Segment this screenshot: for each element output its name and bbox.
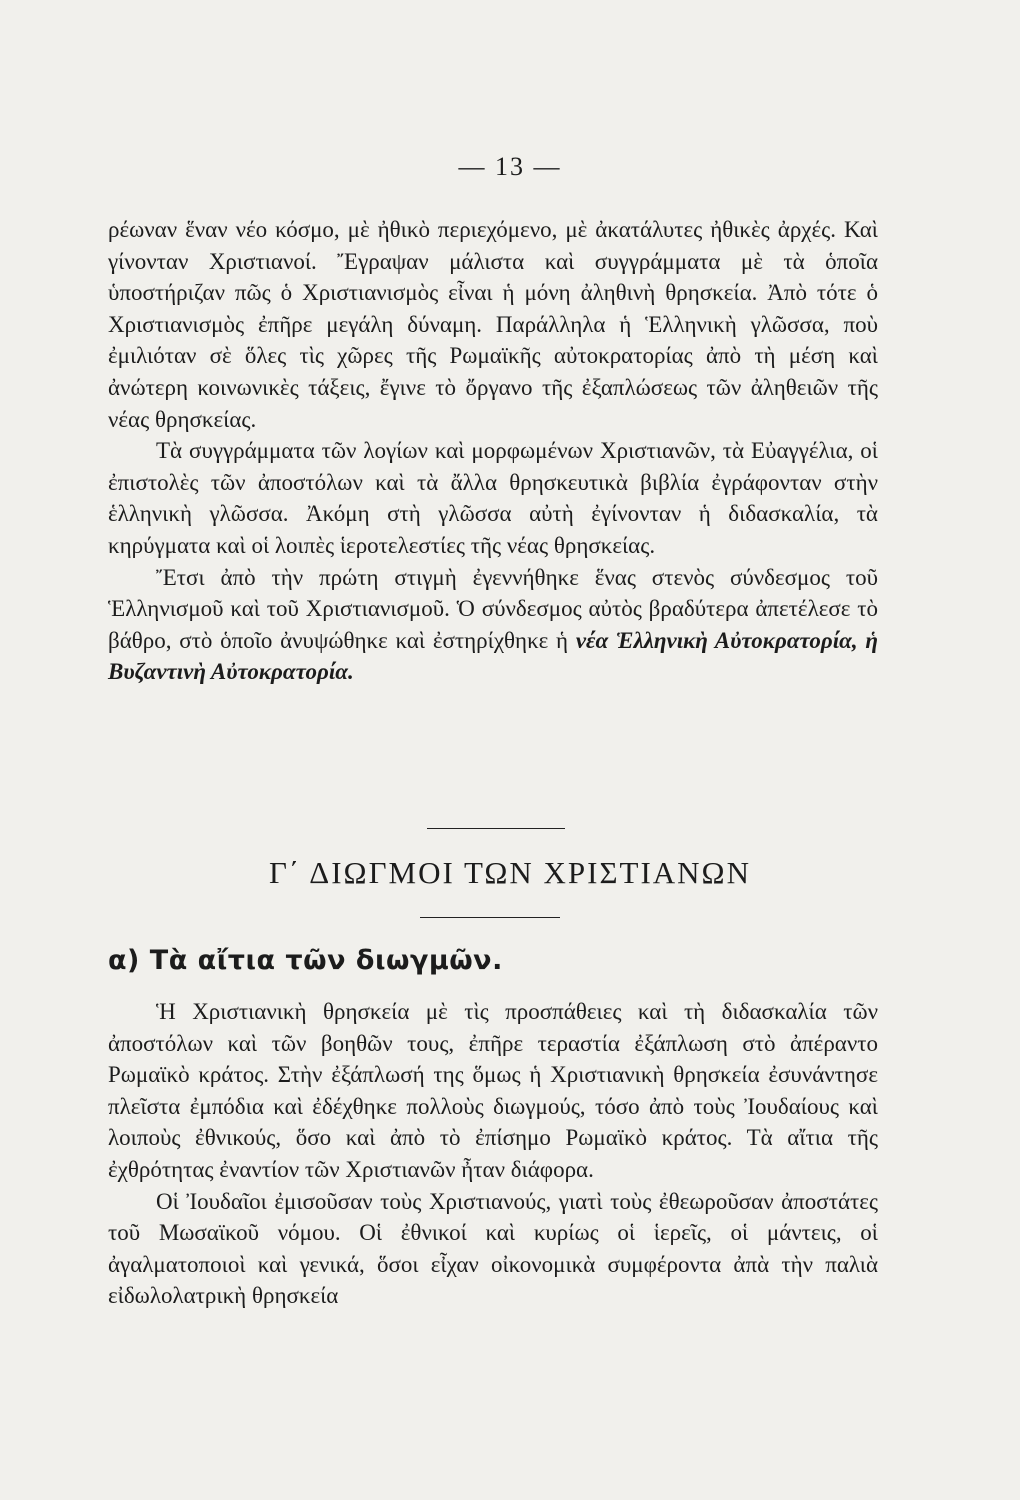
bold-phrase: ἡ Βυζαντινὴ Αὐτοκρατορία <box>108 627 879 685</box>
body-text-bottom <box>108 996 878 1312</box>
bold-phrase: νέα Ἑλληνικὴ Αὐτοκρατορία <box>575 627 852 653</box>
paragraph: ρέωναν ἕναν νέο κόσμο, μὲ ἠθικὸ περιεχόμενο, μὲ ἀκατάλυτες ἠθικὲς ἀρχές. Καὶ γίνονταν Χριστιανοί. Ἔγραψαν μάλιστα καὶ συγγράμματα μὲ τὰ ὁποῖα ὑποστήριζαν πῶς ὁ Χριστιανισμὸς εἶναι ἡ μόνη ἀληθινὴ θρησκεία. Ἀπὸ τότε ὁ Χριστιανισμὸς ἐπῆρε μεγάλη δύναμη. Παράλληλα ἡ Ἑλληνικὴ γλῶσσα, ποὺ ἐμιλιόταν σὲ ὅλες τὶς χῶρες τῆς Ρωμαϊκῆς αὐτοκρατορίας ἀπὸ τὴ μέση καὶ ἀνώτερη κοινωνικὲς τάξεις, ἔγινε τὸ ὄργανο τῆς ἐξαπλώσεως τῶν ἀληθειῶν τῆς νέας θρησκείας. <box>108 217 878 432</box>
body-text-top <box>108 214 878 688</box>
page-number: — 13 — <box>458 152 562 181</box>
paragraph: Ἡ Χριστιανικὴ θρησκεία μὲ τὶς προσπάθειες καὶ τὴ διδασκαλία τῶν ἀποστόλων καὶ τῶν βοηθῶν τους, ἐπῆρε τεραστία ἐξάπλωση στὸ ἀπέραντο Ρωμαϊκὸ κράτος. Στὴν ἐξάπλωσή της ὅμως ἡ Χριστιανικὴ θρησκεία ἐσυνάντησε πλεῖστα ἐμπόδια καὶ ἐδέχθηκε πολλοὺς διωγμούς, τόσο ἀπὸ τοὺς Ἰουδαίους καὶ λοιποὺς ἐθνικούς, ὅσο καὶ ἀπὸ τὸ ἐπίσημο Ρωμαϊκὸ κράτος. Τὰ αἴτια τῆς ἐχθρότητας ἐναντίον τῶν Χριστιανῶν ἦταν διάφορα. <box>108 999 878 1182</box>
bold-period: . <box>347 659 354 685</box>
paragraph: Τὰ συγγράμματα τῶν λογίων καὶ μορφωμένων Χριστιανῶν, τὰ Εὐαγγέλια, οἱ ἐπιστολὲς τῶν ἀποστόλων καὶ τὰ ἄλλα θρησκευτικὰ βιβλία ἐγράφονταν στὴν ἑλληνικὴ γλῶσσα. Ἀκόμη στὴ γλῶσσα αὐτὴ ἐγίνονταν ἡ διδασκαλία, τὰ κηρύγματα καὶ οἱ λοιπὲς ἱεροτελεστίες τῆς νέας θρησκείας. <box>108 438 878 558</box>
paragraph-bold-ending <box>108 562 878 688</box>
chapter-heading: Γ΄ ΔΙΩΓΜΟΙ ΤΩΝ ΧΡΙΣΤΙΑΝΩΝ <box>269 855 751 890</box>
bold-separator: , <box>851 627 866 653</box>
section-heading: α) Τὰ αἴτια τῶν διωγμῶν. <box>108 945 503 976</box>
paragraph-text: Ἔτσι ἀπὸ τὴν πρώτη στιγμὴ ἐγεννήθηκε ἕνας στενὸς σύνδεσμος τοῦ Ἑλληνισμοῦ καὶ τοῦ Χριστιανισμοῦ. Ὁ σύνδεσμος αὐτὸς βραδύτερα ἀπετέλεσε τὸ βάθρο, στὸ ὁποῖο ἀνυψώθηκε καὶ ἐστηρίχθηκε ἡ <box>108 564 878 653</box>
divider-rule <box>427 828 565 829</box>
paragraph: Οἱ Ἰουδαῖοι ἐμισοῦσαν τοὺς Χριστιανούς, γιατὶ τοὺς ἐθεωροῦσαν ἀποστάτες τοῦ Μωσαϊκοῦ νόμου. Οἱ ἐθνικοί καὶ κυρίως οἱ ἱερεῖς, οἱ μάντεις, οἱ ἀγαλματοποιοὶ καὶ γενικά, ὅσοι εἶχαν οἰκονομικὰ συμφέροντα ἀπὰ τὴν παλιὰ εἰδωλολατρικὴ θρησκεία <box>108 1188 878 1309</box>
divider-rule <box>420 917 560 918</box>
